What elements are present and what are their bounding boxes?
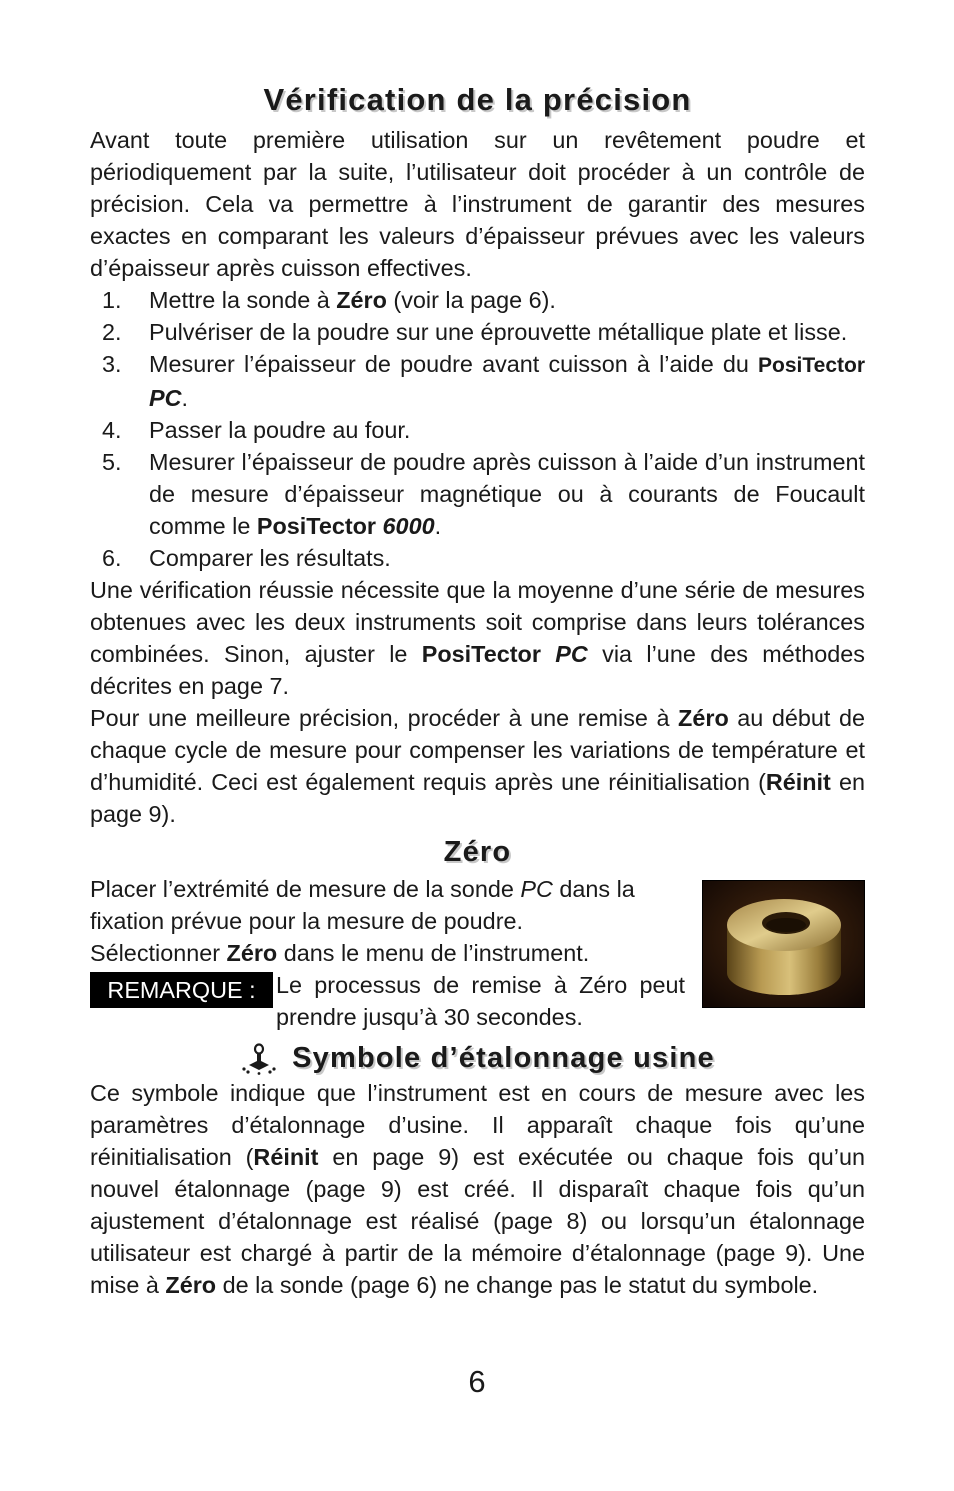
list-item: 5. Mesurer l’épaisseur de poudre après cuisson à l’aide d’un instrument de mesure d’épaisseur magnétique ou à courants de Foucault comme le PosiTector 6000. [102, 449, 865, 539]
list-item: 1. Mettre la sonde à Zéro (voir la page 6). [102, 287, 556, 313]
manual-page [90, 82, 865, 1301]
zero-section [90, 836, 865, 1033]
list-item: 4. Passer la poudre au four. [102, 417, 411, 443]
zero-paragraph-2: Sélectionner Zéro dans le menu de l’instrument. [90, 940, 590, 966]
verification-paragraph: Une vérification réussie nécessite que la moyenne d’une série de mesures obtenues avec les deux instruments soit comprise dans leurs tolérances combinées. Sinon, ajuster le PosiTector PC via l’une des méthodes décrites en page 7. [90, 577, 865, 699]
intro-paragraph: Avant toute première utilisation sur un revêtement poudre et périodiquement par la suite, l’utilisateur doit procéder à un contrôle de précision. Cela va permettre à l’instrument de garantir des mesures exactes en comparant les valeurs d’épaisseur prévues avec les valeurs d’épaisseur après cuisson effectives. [90, 127, 865, 281]
factory-symbol-paragraph: Ce symbole indique que l’instrument est en cours de mesure avec les paramètres d’étalonnage d’usine. Il apparaît chaque fois qu’une réinitialisation (Réinit en page 9) est exécutée ou chaque fois qu’un nouvel étalonnage (page 9) est créé. Il disparaît chaque fois qu’un ajustement d’étalonnage est réalisé (page 8) ou lorsqu’un étalonnage utilisateur est chargé à partir de la mémoire d’étalonnage (page 9). Une mise à Zéro de la sonde (page 6) ne change pas le statut du symbole. [90, 1080, 865, 1298]
note-label: REMARQUE : [90, 972, 273, 1008]
list-item: 2. Pulvériser de la poudre sur une éprouvette métallique plate et lisse. [102, 319, 848, 345]
zero-fixture-photo [702, 880, 865, 1008]
note-text: Le processus de remise à Zéro peut prendre jusqu’à 30 secondes. [276, 972, 685, 1030]
zero-text-block [90, 873, 685, 1033]
page-number: 6 [468, 1364, 486, 1399]
precision-paragraph: Pour une meilleure précision, procéder à une remise à Zéro au début de chaque cycle de mesure pour compenser les variations de température et d’humidité. Ceci est également requis après une réinitialisation (Réinit en page 9). [90, 705, 865, 827]
factory-symbol-heading [90, 1042, 865, 1075]
steps-list [90, 284, 865, 574]
list-item: 3. Mesurer l’épaisseur de poudre avant cuisson à l’aide du PosiTector PC. [102, 351, 865, 411]
section-title-zero: Zéro [443, 836, 512, 868]
section-title-precision: Vérification de la précision [263, 82, 692, 117]
note-row [90, 969, 685, 1033]
list-item: 6. Comparer les résultats. [102, 545, 391, 571]
factory-calibration-icon [240, 1043, 278, 1075]
section-title-factory-symbol: Symbole d’étalonnage usine [292, 1042, 715, 1074]
zero-paragraph-1: Placer l’extrémité de mesure de la sonde PC dans la fixation prévue pour la mesure de poudre. [90, 876, 635, 934]
